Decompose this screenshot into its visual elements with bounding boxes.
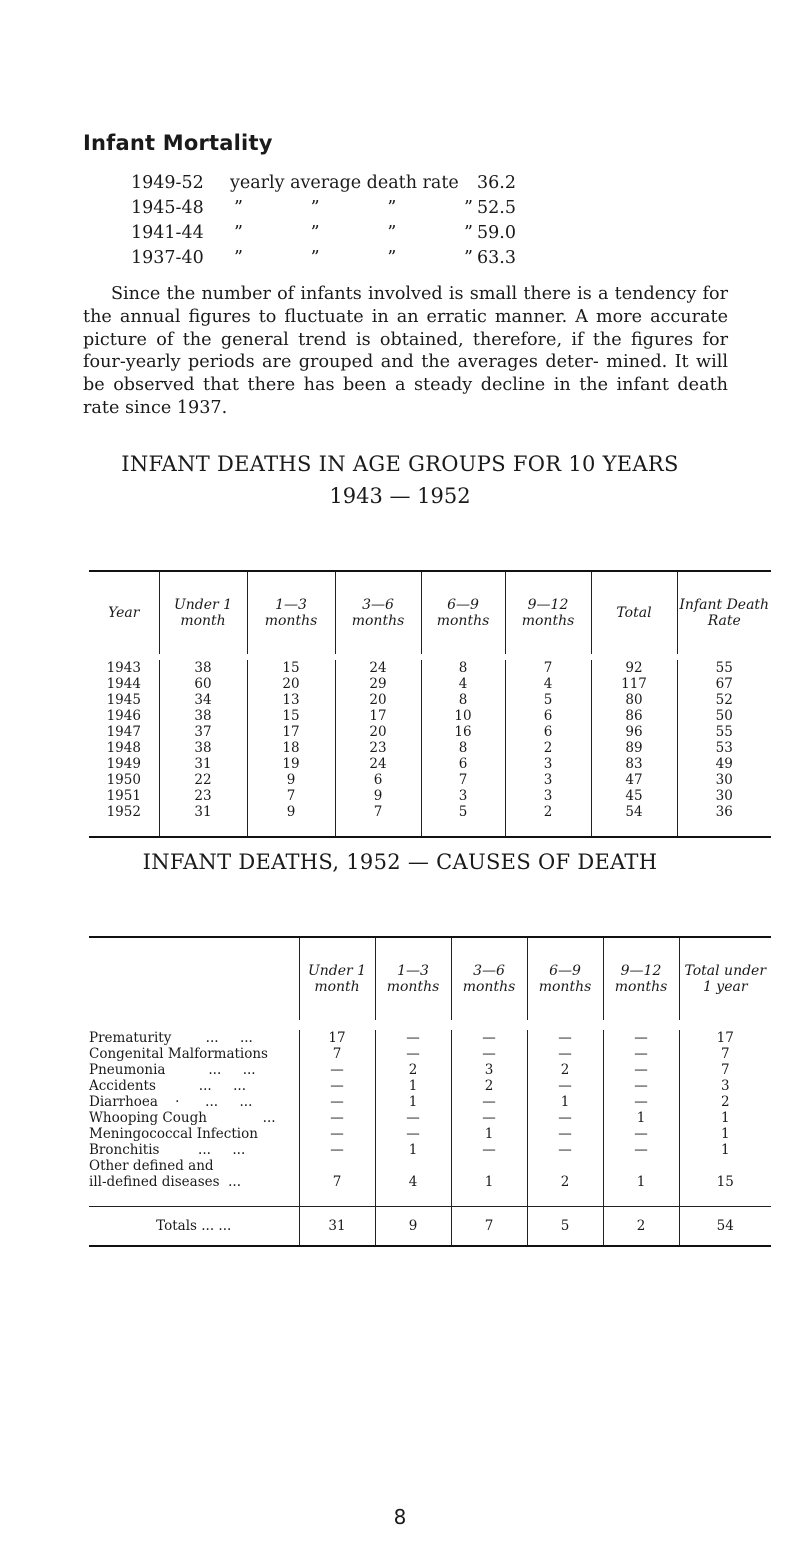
value-cell: 9 xyxy=(335,788,421,804)
rate-period: 1945-48 xyxy=(131,198,204,218)
value-cell: 7 xyxy=(679,1062,771,1078)
value-cell: 7 xyxy=(335,804,421,820)
value-cell: 37 xyxy=(159,724,247,740)
col-header: Year xyxy=(108,605,140,621)
rate-period: 1937-40 xyxy=(131,248,204,268)
col-header: 1—3 months xyxy=(375,937,451,1020)
value-cell: — xyxy=(451,1030,527,1046)
table-row xyxy=(89,1142,771,1158)
value-cell: — xyxy=(299,1062,375,1078)
col-header: 6—9 months xyxy=(421,571,505,654)
value-cell: 2 xyxy=(505,740,591,756)
total-value: 31 xyxy=(299,1207,375,1247)
value-cell: 3 xyxy=(505,788,591,804)
year-cell: 1943 xyxy=(106,660,141,676)
value-cell: 47 xyxy=(591,772,677,788)
value-cell: 23 xyxy=(335,740,421,756)
value-cell: 6 xyxy=(505,708,591,724)
cause-cell: Whooping Cough ... xyxy=(89,1110,276,1126)
value-cell: 7 xyxy=(247,788,335,804)
cause-cell: Prematurity ... ... xyxy=(89,1030,253,1046)
value-cell: 1 xyxy=(375,1094,451,1110)
table-row xyxy=(89,1030,771,1046)
col-header: Under 1 month xyxy=(159,571,247,654)
value-cell: 6 xyxy=(505,724,591,740)
value-cell: 5 xyxy=(421,804,505,820)
value-cell: 3 xyxy=(505,756,591,772)
value-cell: — xyxy=(603,1030,679,1046)
value-cell: 86 xyxy=(591,708,677,724)
value-cell: — xyxy=(527,1110,603,1126)
cause-cell: Other defined and xyxy=(89,1158,214,1174)
cause-cell: ill-defined diseases ... xyxy=(89,1174,241,1190)
cause-cell: Congenital Malformations xyxy=(89,1046,268,1062)
year-cell: 1951 xyxy=(106,788,141,804)
value-cell: — xyxy=(451,1142,527,1158)
col-header: Infant Death Rate xyxy=(677,571,771,654)
page-title: Infant Mortality xyxy=(83,131,273,155)
total-value: 5 xyxy=(527,1207,603,1247)
col-header: 3—6 months xyxy=(335,571,421,654)
total-value: 54 xyxy=(679,1207,771,1247)
value-cell: 9 xyxy=(247,772,335,788)
col-header: 3—6 months xyxy=(451,937,527,1020)
col-header: 9—12 months xyxy=(603,937,679,1020)
table-row xyxy=(89,788,771,804)
value-cell: — xyxy=(603,1142,679,1158)
total-value: 9 xyxy=(375,1207,451,1247)
table-row xyxy=(89,692,771,708)
rate-label: yearly average death rate xyxy=(230,173,459,193)
value-cell: 1 xyxy=(679,1126,771,1142)
rate-row xyxy=(131,171,516,196)
value-cell: 1 xyxy=(679,1110,771,1126)
value-cell: 2 xyxy=(679,1094,771,1110)
value-cell: 55 xyxy=(677,660,771,676)
value-cell: 6 xyxy=(421,756,505,772)
total-value: 7 xyxy=(451,1207,527,1247)
table-row xyxy=(89,660,771,676)
value-cell: 10 xyxy=(421,708,505,724)
value-cell: 8 xyxy=(421,692,505,708)
ditto-marks: ” ” ” ” xyxy=(234,248,473,268)
value-cell: 17 xyxy=(335,708,421,724)
value-cell: 2 xyxy=(505,804,591,820)
value-cell: — xyxy=(603,1046,679,1062)
ditto-marks: ” ” ” ” xyxy=(234,198,473,218)
value-cell: 19 xyxy=(247,756,335,772)
table-row xyxy=(89,676,771,692)
value-cell: 24 xyxy=(335,756,421,772)
table-row xyxy=(89,1062,771,1078)
value-cell: 20 xyxy=(335,692,421,708)
value-cell: 1 xyxy=(527,1094,603,1110)
value-cell: 3 xyxy=(505,772,591,788)
value-cell: 3 xyxy=(451,1062,527,1078)
rate-row xyxy=(131,246,516,271)
year-cell: 1945 xyxy=(106,692,141,708)
value-cell: 17 xyxy=(679,1030,771,1046)
value-cell: 89 xyxy=(591,740,677,756)
value-cell: 49 xyxy=(677,756,771,772)
col-header: Total under 1 year xyxy=(679,937,771,1020)
value-cell: 38 xyxy=(159,740,247,756)
value-cell: 23 xyxy=(159,788,247,804)
value-cell: 52 xyxy=(677,692,771,708)
value-cell: 22 xyxy=(159,772,247,788)
value-cell: — xyxy=(451,1110,527,1126)
value-cell: 1 xyxy=(375,1142,451,1158)
value-cell: 53 xyxy=(677,740,771,756)
value-cell: 2 xyxy=(451,1078,527,1094)
total-value: 2 xyxy=(603,1207,679,1247)
value-cell: — xyxy=(451,1094,527,1110)
page-number: 8 xyxy=(393,1505,407,1529)
value-cell: 20 xyxy=(247,676,335,692)
totals-label: Totals ... ... xyxy=(89,1207,299,1247)
value-cell: 38 xyxy=(159,660,247,676)
value-cell: — xyxy=(299,1110,375,1126)
value-cell: 16 xyxy=(421,724,505,740)
rate-value: 36.2 xyxy=(477,173,516,193)
value-cell: 1 xyxy=(451,1126,527,1142)
table-row xyxy=(89,772,771,788)
table1-title: INFANT DEATHS IN AGE GROUPS FOR 10 YEARS xyxy=(121,452,679,476)
value-cell: 15 xyxy=(679,1174,771,1190)
table1-subtitle: 1943 — 1952 xyxy=(329,484,471,508)
rate-value: 59.0 xyxy=(477,223,516,243)
rate-value: 52.5 xyxy=(477,198,516,218)
value-cell: 96 xyxy=(591,724,677,740)
value-cell: 2 xyxy=(527,1062,603,1078)
value-cell: 17 xyxy=(247,724,335,740)
value-cell: 30 xyxy=(677,772,771,788)
value-cell: 24 xyxy=(335,660,421,676)
value-cell: 55 xyxy=(677,724,771,740)
value-cell: 50 xyxy=(677,708,771,724)
year-cell: 1952 xyxy=(106,804,141,820)
value-cell: — xyxy=(527,1142,603,1158)
value-cell: 92 xyxy=(591,660,677,676)
value-cell: 31 xyxy=(159,756,247,772)
col-header: 9—12 months xyxy=(505,571,591,654)
year-cell: 1944 xyxy=(106,676,141,692)
value-cell: — xyxy=(299,1126,375,1142)
table-header-row xyxy=(89,937,771,1020)
value-cell: — xyxy=(375,1030,451,1046)
value-cell: 7 xyxy=(679,1046,771,1062)
value-cell: — xyxy=(299,1094,375,1110)
value-cell: — xyxy=(603,1078,679,1094)
value-cell: 30 xyxy=(677,788,771,804)
table-header-row xyxy=(89,571,771,654)
value-cell: 117 xyxy=(591,676,677,692)
value-cell: — xyxy=(603,1062,679,1078)
rate-value: 63.3 xyxy=(477,248,516,268)
explanatory-paragraph: Since the number of infants involved is small there is a tendency for the annual figures to fluctuate in an erratic manner. A more accurate picture of the general trend is obtained, therefore, if the figures for four-yearly periods are grouped and the averages deter- mined. It will be observed that there has been a steady decline in the infant death rate since 1937. xyxy=(83,284,728,418)
ditto-marks: ” ” ” ” xyxy=(234,223,473,243)
col-header xyxy=(89,937,299,1020)
value-cell: — xyxy=(527,1046,603,1062)
table-row xyxy=(89,724,771,740)
value-cell: 3 xyxy=(679,1078,771,1094)
value-cell: — xyxy=(603,1094,679,1110)
value-cell: 83 xyxy=(591,756,677,772)
value-cell: 67 xyxy=(677,676,771,692)
value-cell: 5 xyxy=(505,692,591,708)
col-header: Under 1 month xyxy=(299,937,375,1020)
value-cell: — xyxy=(299,1078,375,1094)
value-cell: 8 xyxy=(421,740,505,756)
value-cell: 2 xyxy=(375,1062,451,1078)
value-cell: 20 xyxy=(335,724,421,740)
causes-of-death-table xyxy=(89,936,771,1247)
rate-period: 1949-52 xyxy=(131,173,204,193)
cause-cell: Accidents ... ... xyxy=(89,1078,246,1094)
value-cell: 1 xyxy=(451,1174,527,1190)
value-cell: 15 xyxy=(247,708,335,724)
cause-cell: Meningococcal Infection xyxy=(89,1126,258,1142)
totals-row xyxy=(89,1207,771,1247)
value-cell: 31 xyxy=(159,804,247,820)
value-cell: 7 xyxy=(505,660,591,676)
value-cell: — xyxy=(375,1046,451,1062)
table-row xyxy=(89,1174,771,1190)
value-cell: 7 xyxy=(299,1046,375,1062)
rate-period: 1941-44 xyxy=(131,223,204,243)
year-cell: 1947 xyxy=(106,724,141,740)
value-cell: — xyxy=(603,1126,679,1142)
value-cell: 13 xyxy=(247,692,335,708)
table-row xyxy=(89,1046,771,1062)
table-row xyxy=(89,804,771,820)
table-row xyxy=(89,756,771,772)
value-cell: 4 xyxy=(375,1174,451,1190)
value-cell: — xyxy=(527,1126,603,1142)
value-cell: 54 xyxy=(591,804,677,820)
value-cell: 34 xyxy=(159,692,247,708)
value-cell: 38 xyxy=(159,708,247,724)
value-cell: 45 xyxy=(591,788,677,804)
value-cell: 36 xyxy=(677,804,771,820)
value-cell: 1 xyxy=(603,1110,679,1126)
value-cell: — xyxy=(527,1030,603,1046)
value-cell: — xyxy=(375,1110,451,1126)
value-cell: 1 xyxy=(375,1078,451,1094)
value-cell: — xyxy=(527,1078,603,1094)
value-cell: 29 xyxy=(335,676,421,692)
table-row xyxy=(89,708,771,724)
col-header: Total xyxy=(591,571,677,654)
age-group-table xyxy=(89,570,771,838)
death-rate-summary xyxy=(131,171,516,271)
value-cell: — xyxy=(375,1126,451,1142)
year-cell: 1949 xyxy=(106,756,141,772)
value-cell: 2 xyxy=(527,1174,603,1190)
value-cell: 18 xyxy=(247,740,335,756)
year-cell: 1946 xyxy=(106,708,141,724)
year-cell: 1950 xyxy=(106,772,141,788)
table-row xyxy=(89,1126,771,1142)
rate-row xyxy=(131,196,516,221)
table-row xyxy=(89,1078,771,1094)
value-cell: 15 xyxy=(247,660,335,676)
table-row xyxy=(89,740,771,756)
value-cell: 1 xyxy=(603,1174,679,1190)
value-cell: 80 xyxy=(591,692,677,708)
year-cell: 1948 xyxy=(106,740,141,756)
value-cell: 9 xyxy=(247,804,335,820)
cause-cell: Diarrhoea · ... ... xyxy=(89,1094,253,1110)
table2-title: INFANT DEATHS, 1952 — CAUSES OF DEATH xyxy=(142,850,658,874)
value-cell: 1 xyxy=(679,1142,771,1158)
value-cell: 7 xyxy=(421,772,505,788)
value-cell: — xyxy=(299,1142,375,1158)
value-cell: 17 xyxy=(299,1030,375,1046)
value-cell: — xyxy=(451,1046,527,1062)
value-cell: 4 xyxy=(421,676,505,692)
value-cell: 8 xyxy=(421,660,505,676)
value-cell: 4 xyxy=(505,676,591,692)
cause-cell: Bronchitis ... ... xyxy=(89,1142,246,1158)
table-row xyxy=(89,1158,771,1174)
col-header: 1—3 months xyxy=(247,571,335,654)
value-cell: 7 xyxy=(299,1174,375,1190)
value-cell: 3 xyxy=(421,788,505,804)
rate-row xyxy=(131,221,516,246)
table-row xyxy=(89,1110,771,1126)
value-cell: 60 xyxy=(159,676,247,692)
cause-cell: Pneumonia ... ... xyxy=(89,1062,256,1078)
value-cell: 6 xyxy=(335,772,421,788)
table-row xyxy=(89,1094,771,1110)
col-header: 6—9 months xyxy=(527,937,603,1020)
